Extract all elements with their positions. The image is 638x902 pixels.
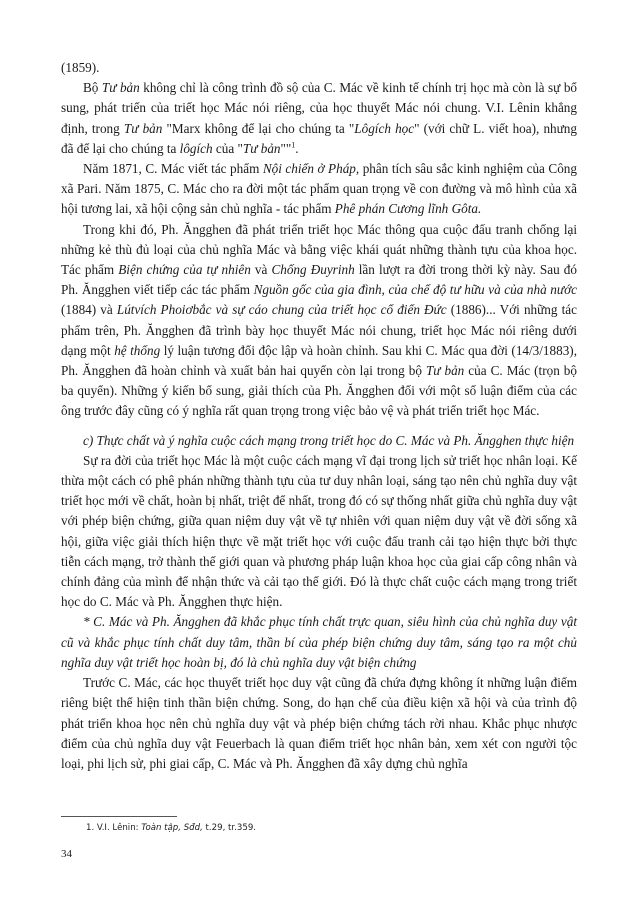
footnote-number: 1. xyxy=(86,823,95,833)
italic-text: Nguồn gốc của gia đình, của chế độ tư hữu và của nhà nước xyxy=(253,282,577,298)
footnote-ref: 1 xyxy=(291,140,296,150)
footnote-rest: t.29, tr.359. xyxy=(202,823,257,833)
footnote-separator xyxy=(61,816,177,817)
footnote-text: V.I. Lênin: xyxy=(94,823,142,833)
italic-text: Biện chứng của tự nhiên xyxy=(118,262,251,278)
paragraph: Trong khi đó, Ph. Ăngghen đã phát triển triết học Mác thông qua cuộc đấu tranh chống lại những kẻ thù đủ loại của chủ nghĩa Mác và bằng việc khái quát những thành tựu của khoa học. Tác phẩm Biện chứng của tự nhiên và Chống Đuyrinh lần lượt ra đời trong thời kỳ này. Sau đó Ph. Ăngghen viết tiếp các tác phẩm Nguồn gốc của gia đình, của chế độ tư hữu và của nhà nước (1884) và Lútvích Phoiơbắc và sự cáo chung của triết học cổ điển Đức (1886)... Với những tác phẩm trên, Ph. Ăngghen đã trình bày học thuyết Mác nói chung, triết học Mác nói riêng dưới dạng một hệ thống lý luận tương đối độc lập và hoàn chỉnh. Sau khi C. Mác qua đời (14/3/1883), Ph. Ăngghen đã hoàn chỉnh và xuất bản hai quyển còn lại trong bộ Tư bản của C. Mác (trọn bộ ba quyển). Những ý kiến bổ sung, giải thích của Ph. Ăngghen đối với một số luận điểm của các ông trước đây cũng có ý nghĩa rất quan trọng trong việc bảo vệ và phát triển triết học Mác. xyxy=(61,221,577,419)
paragraph: Trước C. Mác, các học thuyết triết học duy vật cũng đã chứa đựng không ít những luận điểm riêng biệt thể hiện tinh thần biện chứng. Song, do hạn chế của điều kiện xã hội và của trình độ phát triển khoa học nên chủ nghĩa duy vật và phép biện chứng tách rời nhau. Khắc phục nhược điểm của chủ nghĩa duy vật Feuerbach là quan điểm triết học nhân bản, xem xét con người tộc loại, phi lịch sử, phi giai cấp, C. Mác và Ph. Ăngghen đã xây dựng chủ nghĩa xyxy=(61,675,577,771)
italic-text: Lútvích Phoiơbắc và sự cáo chung của triết học cổ điển Đức xyxy=(116,302,447,318)
paragraph: Năm 1871, C. Mác viết tác phẩm Nội chiến ở Pháp, phân tích sâu sắc kinh nghiệm của Công xã Pari. Năm 1875, C. Mác cho ra đời một tác phẩm quan trọng về con đường và mô hình của xã hội tương lai, xã hội cộng sản chủ nghĩa - tác phẩm Phê phán Cương lĩnh Gôta. xyxy=(61,161,577,217)
italic-text: Nội chiến ở Pháp, xyxy=(262,161,360,177)
italic-text: lôgích xyxy=(179,140,213,156)
italic-text: Tư bản xyxy=(425,363,465,379)
paragraph: Sự ra đời của triết học Mác là một cuộc cách mạng vĩ đại trong lịch sử triết học nhân loại. Kế thừa một cách có phê phán những thành tựu của tư duy nhân loại, sáng tạo nên chủ nghĩa duy vật triết học mới về chất, hoàn bị nhất, triệt để nhất, trong đó có sự thống nhất giữa chủ nghĩa duy vật với phép biện chứng, giữa quan niệm duy vật về tự nhiên với quan niệm duy vật về đời sống xã hội, giữa việc giải thích hiện thực về mặt triết học với cuộc đấu tranh cải tạo hiện thực bởi thực tiễn cách mạng, trở thành thế giới quan và phương pháp luận khoa học của giai cấp công nhân và chính đảng của mình để nhận thức và cải tạo thế giới. Đó là thực chất cuộc cách mạng trong triết học do C. Mác và Ph. Ăngghen thực hiện. xyxy=(61,452,577,610)
paragraph: (1859). xyxy=(61,60,100,75)
body-text xyxy=(61,58,577,774)
italic-thesis: * C. Mác và Ph. Ăngghen đã khắc phục tính chất trực quan, siêu hình của chủ nghĩa duy vật cũ và khắc phục tính chất duy tâm, thần bí của phép biện chứng duy tâm, sáng tạo ra một chủ nghĩa duy vật triết học hoàn bị, đó là chủ nghĩa duy vật biện chứng xyxy=(61,614,577,670)
footnote xyxy=(86,823,256,833)
italic-text: Tư bản xyxy=(123,120,163,136)
footnote-italic: Toàn tập, Sđd, xyxy=(141,823,203,833)
paragraph: Bộ Tư bản không chỉ là công trình đồ sộ của C. Mác về kinh tế chính trị học mà còn là sự bổ sung, phát triển của triết học Mác nói riêng, của học thuyết Mác nói chung. V.I. Lênin khẳng định, trong Tư bản "Marx không để lại cho chúng ta "Lôgích học" (với chữ L. viết hoa), nhưng đã để lại cho chúng ta lôgích của "Tư bản""$^1$. xyxy=(61,80,578,156)
italic-text: Lôgích học xyxy=(354,120,415,136)
italic-text: Chống Đuyrinh xyxy=(271,262,355,278)
page-number: 34 xyxy=(61,848,72,860)
italic-text: Tư bản xyxy=(101,80,140,96)
section-heading: c) Thực chất và ý nghĩa cuộc cách mạng trong triết học do C. Mác và Ph. Ăngghen thực hiện xyxy=(83,432,575,448)
italic-text: hệ thống xyxy=(114,342,161,358)
italic-text: Phê phán Cương lĩnh Gôta. xyxy=(334,201,482,217)
italic-text: Tư bản xyxy=(242,140,281,156)
